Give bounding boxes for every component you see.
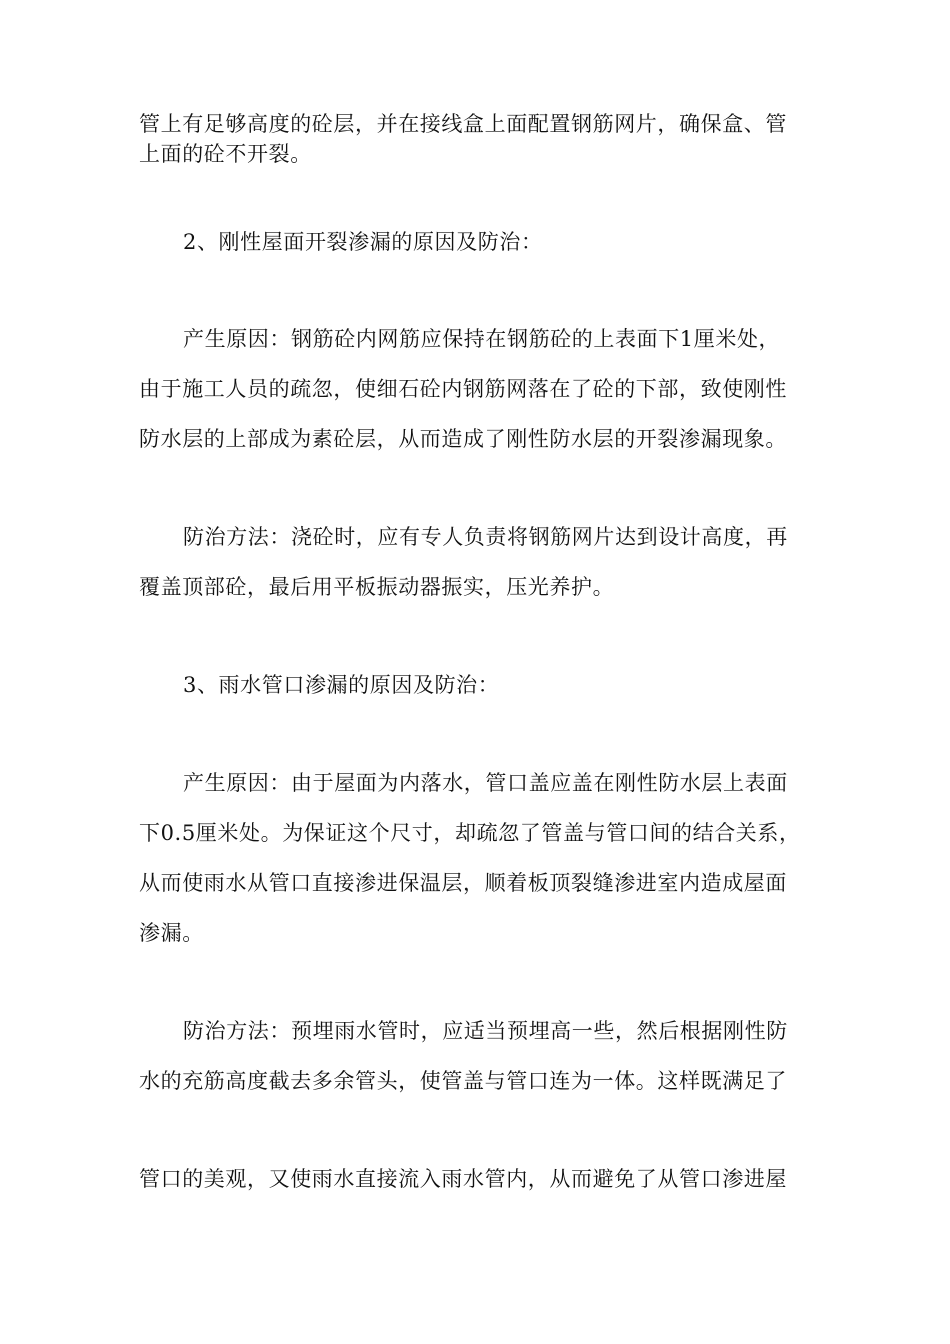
text-line: 渗漏。	[139, 921, 204, 945]
text-line: 管上有足够高度的砼层，并在接线盒上面配置钢筋网片，确保盒、管	[139, 112, 787, 136]
section-heading: 2、刚性屋面开裂渗漏的原因及防治：	[183, 230, 543, 254]
section-heading: 3、雨水管口渗漏的原因及防治：	[183, 673, 500, 697]
text-line: 防水层的上部成为素砼层，从而造成了刚性防水层的开裂渗漏现象。	[139, 427, 787, 451]
text-line: 水的充筋高度截去多余管头，使管盖与管口连为一体。这样既满足了	[139, 1069, 787, 1093]
text-line: 产生原因：由于屋面为内落水，管口盖应盖在刚性防水层上表面	[183, 771, 788, 795]
text-line: 上面的砼不开裂。	[139, 142, 312, 166]
text-line: 防治方法：预埋雨水管时，应适当预埋高一些，然后根据刚性防	[183, 1019, 788, 1043]
text-line: 下0.5厘米处。为保证这个尺寸，却疏忽了管盖与管口间的结合关系，	[139, 821, 801, 845]
text-line: 从而使雨水从管口直接渗进保温层，顺着板顶裂缝渗进室内造成屋面	[139, 871, 787, 895]
text-line: 防治方法：浇砼时，应有专人负责将钢筋网片达到设计高度，再	[183, 525, 788, 549]
text-line: 产生原因：钢筋砼内网筋应保持在钢筋砼的上表面下1厘米处，	[183, 327, 781, 351]
text-line: 管口的美观，又使雨水直接流入雨水管内，从而避免了从管口渗进屋	[139, 1167, 787, 1191]
text-line: 由于施工人员的疏忽，使细石砼内钢筋网落在了砼的下部，致使刚性	[139, 377, 787, 401]
text-line: 覆盖顶部砼，最后用平板振动器振实，压光养护。	[139, 575, 615, 599]
